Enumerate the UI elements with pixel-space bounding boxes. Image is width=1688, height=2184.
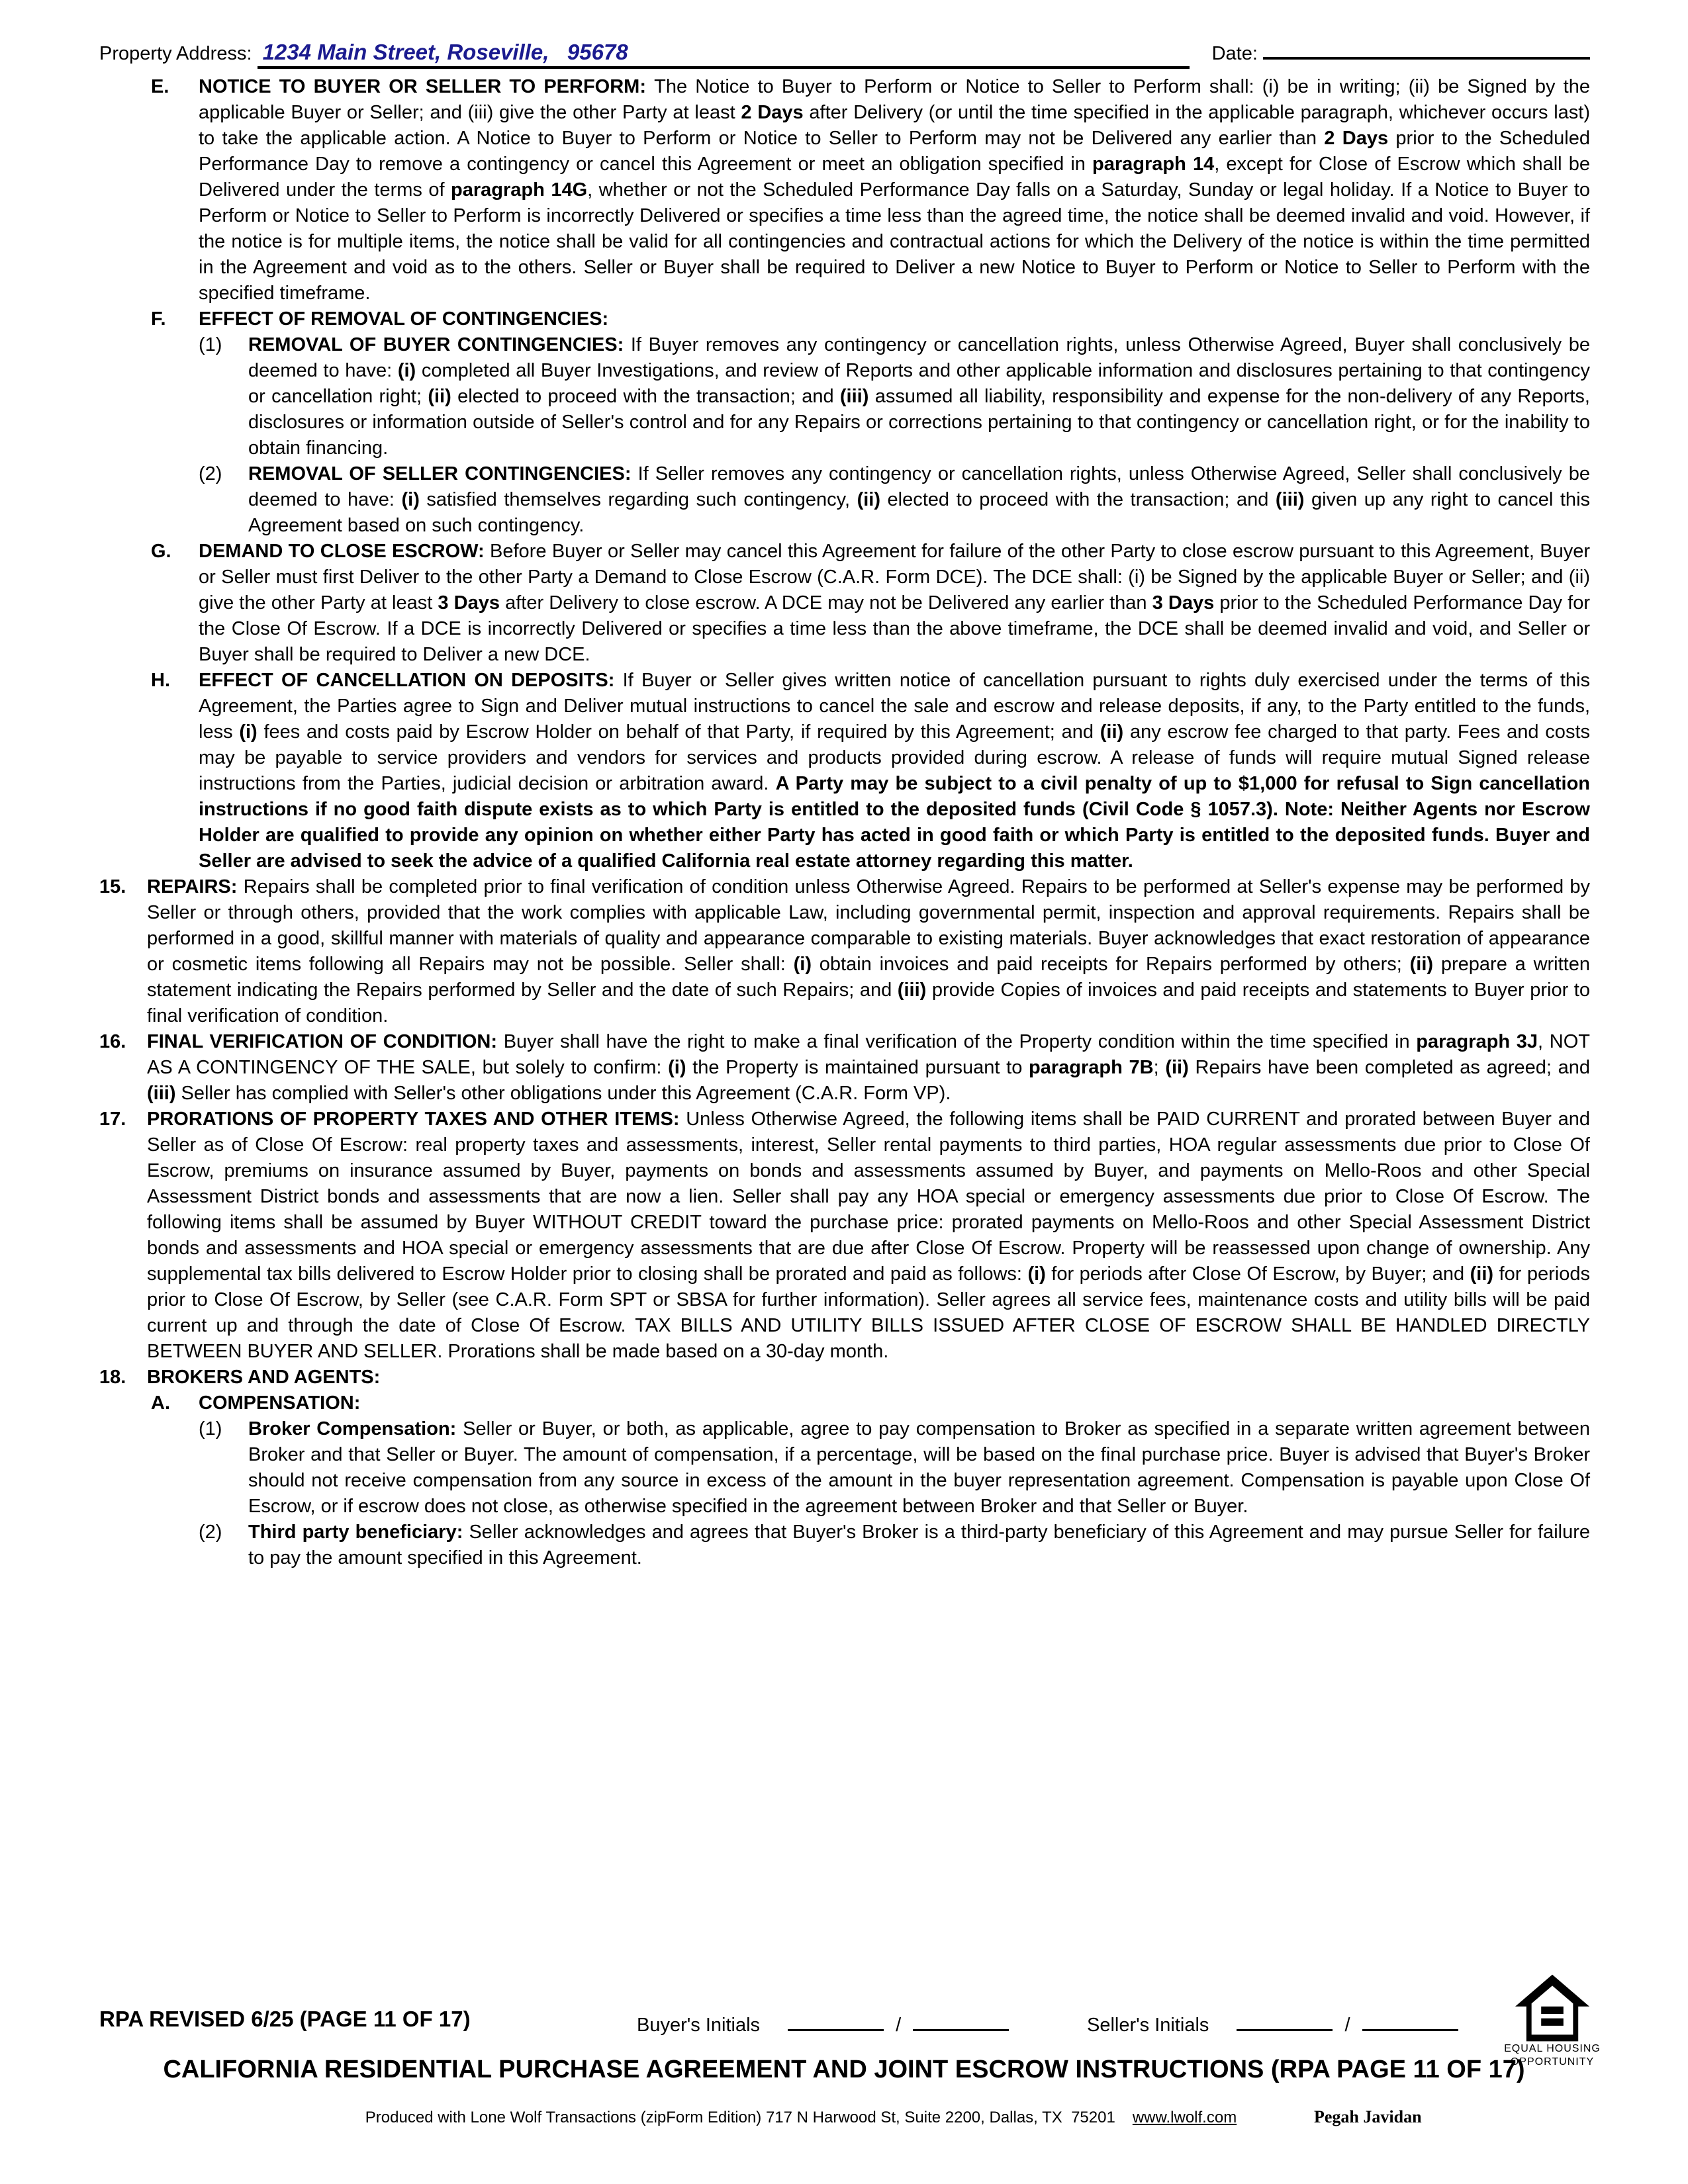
seller-initial-1-field[interactable] [1237,2009,1333,2031]
clause-label: H. [151,670,170,691]
clause-text: REMOVAL OF BUYER CONTINGENCIES: If Buyer removes any contingency or cancellation rights, unless Otherwise Agreed, Buyer shall conclusively be deemed to have: (i) completed all Buyer Investigations, and review of Reports and other applicable information and disclosures pertaining to that contingency or cancellation right; (ii) elected to proceed with the transaction; and (iii) assumed all liability, responsibility and expense for the non-delivery of any Reports, disclosures or information outside of Seller's control and for any Repairs or corrections pertaining to that contingency or cancellation right, or for the inability to obtain financing. [248,334,1590,459]
clause-label: A. [151,1392,170,1414]
clause-18a-compensation [99,1390,1590,1416]
produced-by-text: Produced with Lone Wolf Transactions (zipForm Edition) 717 N Harwood St, Suite 2200, Dallas, TX 75201 [365,2109,1115,2126]
equal-housing-house-icon [1515,1974,1589,2042]
date-label: Date: [1211,43,1263,64]
clause-text: Broker Compensation: Seller or Buyer, or both, as applicable, agree to pay compensation to Broker as specified in a separate written agreement between Broker and that Seller or Buyer. The amount of compensation, if a percentage, will be based on the final purchase price. Buyer is advised that Buyer's Broker should not receive compensation from any source in excess of the amount in the buyer representation agreement. Compensation is payable upon Close Of Escrow, or if escrow does not close, as otherwise specified in the agreement between Broker and that Seller or Buyer. [248,1418,1590,1517]
buyer-initial-2-field[interactable] [913,2009,1009,2031]
clause-16-final-verification [99,1029,1590,1107]
sellers-initials-block [1087,2009,1458,2036]
buyers-initials-label: Buyer's Initials [637,2015,761,2036]
clause-label: G. [151,541,171,562]
clause-label: 18. [99,1367,126,1388]
clause-e-notice-to-perform [99,74,1590,306]
clause-label: (1) [199,334,222,355]
equal-housing-opportunity-logo [1503,1974,1602,2069]
clause-label: E. [151,76,169,97]
revision-line: RPA REVISED 6/25 (PAGE 11 OF 17) [99,2007,471,2031]
seller-initial-2-field[interactable] [1362,2009,1458,2031]
clause-text: REPAIRS: Repairs shall be completed prior to final verification of condition unless Otherwise Agreed. Repairs to be performed at Seller's expense may be performed by Seller or through others, provided that the work complies with applicable Law, including governmental permit, inspection and approval requirements. Repairs shall be performed in a good, skillful manner with materials of quality and appearance comparable to existing materials. Buyer acknowledges that exact restoration of appearance or cosmetic items following all Repairs may not be possible. Seller shall: (i) obtain invoices and paid receipts for Repairs performed by others; (ii) prepare a written statement indicating the Repairs performed by Seller and the date of such Repairs; and (iii) provide Copies of invoices and paid receipts and statements to Buyer prior to final verification of condition. [147,876,1590,1026]
clause-text: FINAL VERIFICATION OF CONDITION: Buyer shall have the right to make a final verification of the Property condition within the time specified in paragraph 3J, NOT AS A CONTINGENCY OF THE SALE, but solely to confirm: (i) the Property is maintained pursuant to paragraph 7B; (ii) Repairs have been completed as agreed; and (iii) Seller has complied with Seller's other obligations under this Agreement (C.A.R. Form VP). [147,1031,1591,1104]
clause-18-brokers-agents [99,1365,1590,1390]
clause-text: EFFECT OF CANCELLATION ON DEPOSITS: If Buyer or Seller gives written notice of cancellation pursuant to rights duly exercised under the terms of this Agreement, the Parties agree to Sign and Deliver mutual instructions to cancel the sale and escrow and release deposits, if any, to the Party entitled to the funds, less (i) fees and costs paid by Escrow Holder on behalf of that Party, if required by this Agreement; and (ii) any escrow fee charged to that party. Fees and costs may be payable to service providers and vendors for services and products provided during escrow. A release of funds will require mutual Signed release instructions from the Parties, judicial decision or arbitration award. A Party may be subject to a civil penalty of up to $1,000 for refusal to Sign cancellation instructions if no good faith dispute exists as to which Party is entitled to the deposited funds (Civil Code § 1057.3). Note: Neither Agents nor Escrow Holder are qualified to provide any opinion on whether either Party has acted in good faith or which Party is entitled to the deposited funds. Buyer and Seller are advised to seek the advice of a qualified California real estate attorney regarding this matter. [199,670,1590,872]
agent-name: Pegah Javidan [1314,2107,1422,2126]
eho-caption-line2: OPPORTUNITY [1510,2056,1595,2068]
document-title: CALIFORNIA RESIDENTIAL PURCHASE AGREEMENT AND JOINT ESCROW INSTRUCTIONS (RPA PAGE 11 OF 17) [163,2056,1525,2083]
clause-f1-removal-buyer-contingencies [99,332,1590,461]
sellers-initials-label: Seller's Initials [1087,2015,1209,2036]
initials-separator: / [1344,2015,1350,2036]
clause-label: 17. [99,1109,126,1130]
clause-text: EFFECT OF REMOVAL OF CONTINGENCIES: [199,308,609,330]
clause-text: PRORATIONS OF PROPERTY TAXES AND OTHER ITEMS: Unless Otherwise Agreed, the following items shall be PAID CURRENT and prorated between Buyer and Seller as of Close Of Escrow: real property taxes and assessments, interest, Seller rental payments to third parties, HOA regular assessments due prior to Close Of Escrow, premiums on insurance assumed by Buyer, payments on bonds and assessments assumed by Buyer, and payments on Mello-Roos and other Special Assessment District bonds and assessments that are now a lien. Seller shall pay any HOA special or emergency assessments due prior to Close Of Escrow. The following items shall be assumed by Buyer WITHOUT CREDIT toward the purchase price: prorated payments on Mello-Roos and other Special Assessment District bonds and assessments and HOA special or emergency assessments that are due after Close Of Escrow. Property will be reassessed upon change of ownership. Any supplemental tax bills delivered to Escrow Holder prior to closing shall be prorated and paid as follows: (i) for periods after Close Of Escrow, by Buyer; and (ii) for periods prior to Close Of Escrow, by Seller (see C.A.R. Form SPT or SBSA for further information). Seller agrees all service fees, maintenance costs and utility bills will be paid current up and through the date of Close Of Escrow. TAX BILLS AND UTILITY BILLS ISSUED AFTER CLOSE OF ESCROW SHALL BE HANDLED DIRECTLY BETWEEN BUYER AND SELLER. Prorations shall be made based on a 30-day month. [147,1109,1590,1362]
clause-18a1-broker-compensation [99,1416,1590,1520]
buyers-initials-block [637,2009,1009,2036]
clause-f2-removal-seller-contingencies [99,461,1590,539]
date-field[interactable] [1263,34,1590,60]
clause-15-repairs [99,874,1590,1029]
clause-text: BROKERS AND AGENTS: [147,1367,381,1388]
clause-label: (2) [199,1522,222,1543]
clause-label: 15. [99,876,126,897]
clause-text: Third party beneficiary: Seller acknowledges and agrees that Buyer's Broker is a third-party beneficiary of this Agreement and may pursue Seller for failure to pay the amount specified in this Agreement. [248,1522,1591,1569]
clause-g-demand-to-close-escrow [99,539,1590,668]
clause-text: NOTICE TO BUYER OR SELLER TO PERFORM: The Notice to Buyer to Perform or Notice to Seller to Perform shall: (i) be in writing; (ii) be Signed by the applicable Buyer or Seller; and (iii) give the other Party at least 2 Days after Delivery (or until the time specified in the applicable paragraph, whichever occurs last) to take the applicable action. A Notice to Buyer to Perform or Notice to Seller to Perform may not be Delivered any earlier than 2 Days prior to the Scheduled Performance Day to remove a contingency or cancel this Agreement or meet an obligation specified in paragraph 14, except for Close of Escrow which shall be Delivered under the terms of paragraph 14G, whether or not the Scheduled Performance Day falls on a Saturday, Sunday or legal holiday. If a Notice to Buyer to Perform or Notice to Seller to Perform is incorrectly Delivered or specifies a time less than the agreed time, the notice shall be deemed invalid and void. However, if the notice is for multiple items, the notice shall be valid for all contingencies and contractual actions for which the Delivery of the notice is within the time permitted in the Agreement and void as to the others. Seller or Buyer shall be required to Deliver a new Notice to Buyer to Perform or Notice to Seller to Perform with the specified timeframe. [199,76,1591,304]
property-address-label: Property Address: [99,43,258,64]
clause-17-prorations [99,1107,1590,1365]
property-address-field[interactable]: 1234 Main Street, Roseville, 95678 [258,40,1190,69]
clause-h-cancellation-deposits [99,668,1590,874]
lwolf-link[interactable]: www.lwolf.com [1132,2109,1237,2126]
clause-text: DEMAND TO CLOSE ESCROW: Before Buyer or Seller may cancel this Agreement for failure of the other Party to close escrow pursuant to this Agreement, Buyer or Seller must first Deliver to the other Party a Demand to Close Escrow (C.A.R. Form DCE). The DCE shall: (i) be Signed by the applicable Buyer or Seller; and (ii) give the other Party at least 3 Days after Delivery to close escrow. A DCE may not be Delivered any earlier than 3 Days prior to the Scheduled Performance Day for the Close Of Escrow. If a DCE is incorrectly Delivered or specifies a time less than the above timeframe, the DCE shall be deemed invalid and void, and Seller or Buyer shall be required to Deliver a new DCE. [199,541,1591,665]
clause-f-effect-of-removal [99,306,1590,332]
clause-label: (2) [199,463,222,484]
page-header [99,34,1590,69]
clause-18a2-third-party-beneficiary [99,1520,1590,1571]
eho-caption-line1: EQUAL HOUSING [1504,2043,1601,2054]
clause-label: F. [151,308,166,330]
clause-text: REMOVAL OF SELLER CONTINGENCIES: If Seller removes any contingency or cancellation rights, unless Otherwise Agreed, Seller shall conclusively be deemed to have: (i) satisfied themselves regarding such contingency, (ii) elected to proceed with the transaction; and (iii) given up any right to cancel this Agreement based on such contingency. [248,463,1591,536]
buyer-initial-1-field[interactable] [788,2009,884,2031]
clause-text: COMPENSATION: [199,1392,361,1414]
contract-body [99,74,1590,1571]
clause-label: (1) [199,1418,222,1439]
initials-separator: / [896,2015,902,2036]
clause-label: 16. [99,1031,126,1052]
